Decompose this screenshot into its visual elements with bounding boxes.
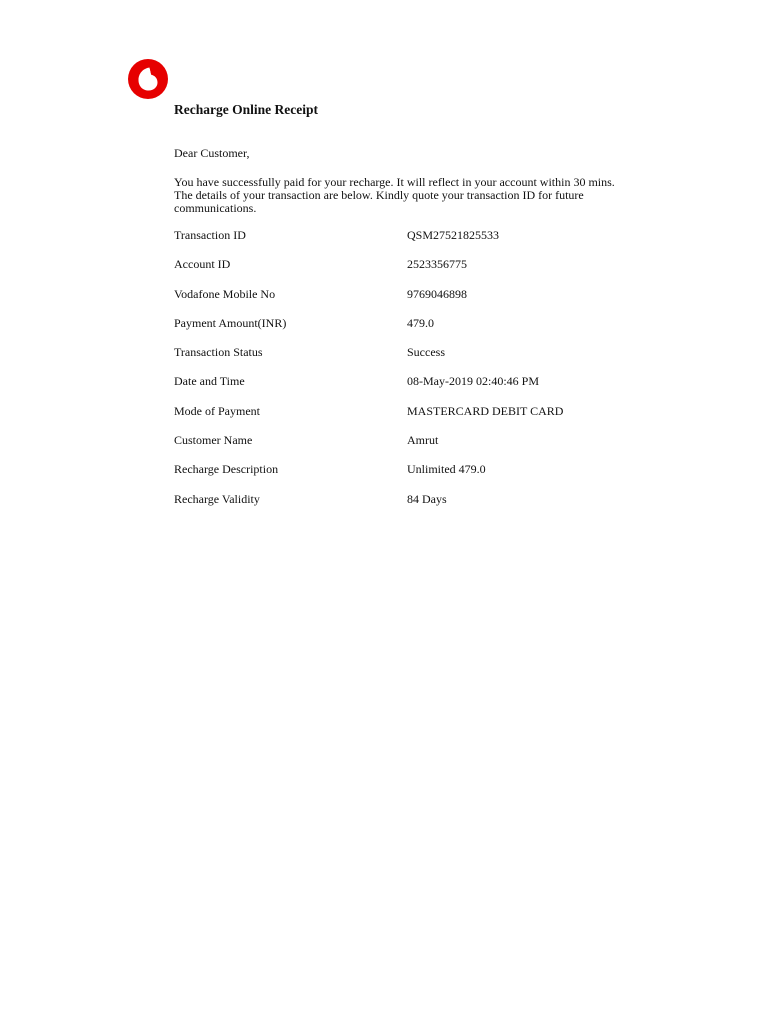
detail-row-mobile-no bbox=[174, 287, 634, 316]
detail-row-transaction-status bbox=[174, 345, 634, 374]
detail-value: QSM27521825533 bbox=[407, 228, 500, 242]
detail-label: Payment Amount(INR) bbox=[174, 315, 287, 330]
detail-value: Unlimited 479.0 bbox=[407, 462, 486, 477]
detail-row-customer-name bbox=[174, 433, 634, 462]
detail-row-payment-amount bbox=[174, 316, 634, 345]
detail-row-account-id bbox=[174, 257, 634, 286]
detail-row-date-time bbox=[174, 374, 634, 403]
detail-label: Vodafone Mobile No bbox=[174, 286, 276, 301]
detail-label: Date and Time bbox=[174, 374, 245, 389]
detail-value: 9769046898 bbox=[407, 286, 467, 301]
receipt-title: Recharge Online Receipt bbox=[174, 102, 318, 117]
detail-value: Amrut bbox=[407, 433, 439, 448]
detail-label: Transaction ID bbox=[174, 228, 246, 242]
detail-value: 2523356775 bbox=[407, 257, 467, 272]
confirmation-message: You have successfully paid for your recharge. It will reflect in your account within 30 mins. The details of your transaction are below. Kindly quote your transaction ID for future communications. bbox=[174, 175, 615, 215]
detail-value: 479.0 bbox=[407, 315, 434, 330]
transaction-details bbox=[174, 228, 634, 521]
detail-label: Recharge Description bbox=[174, 462, 279, 477]
detail-label: Mode of Payment bbox=[174, 403, 260, 418]
detail-row-mode-of-payment bbox=[174, 404, 634, 433]
detail-value: MASTERCARD DEBIT CARD bbox=[407, 403, 564, 418]
detail-value: Success bbox=[407, 345, 445, 360]
vodafone-logo-icon bbox=[127, 58, 169, 100]
detail-label: Account ID bbox=[174, 257, 231, 272]
detail-value: 08-May-2019 02:40:46 PM bbox=[407, 374, 539, 389]
detail-label: Transaction Status bbox=[174, 345, 263, 360]
detail-label: Recharge Validity bbox=[174, 491, 260, 506]
detail-row-transaction-id bbox=[174, 228, 634, 257]
detail-row-recharge-validity bbox=[174, 492, 634, 521]
detail-row-recharge-description bbox=[174, 462, 634, 491]
detail-value: 84 Days bbox=[407, 491, 447, 506]
greeting-text: Dear Customer, bbox=[174, 146, 250, 160]
detail-label: Customer Name bbox=[174, 433, 253, 448]
